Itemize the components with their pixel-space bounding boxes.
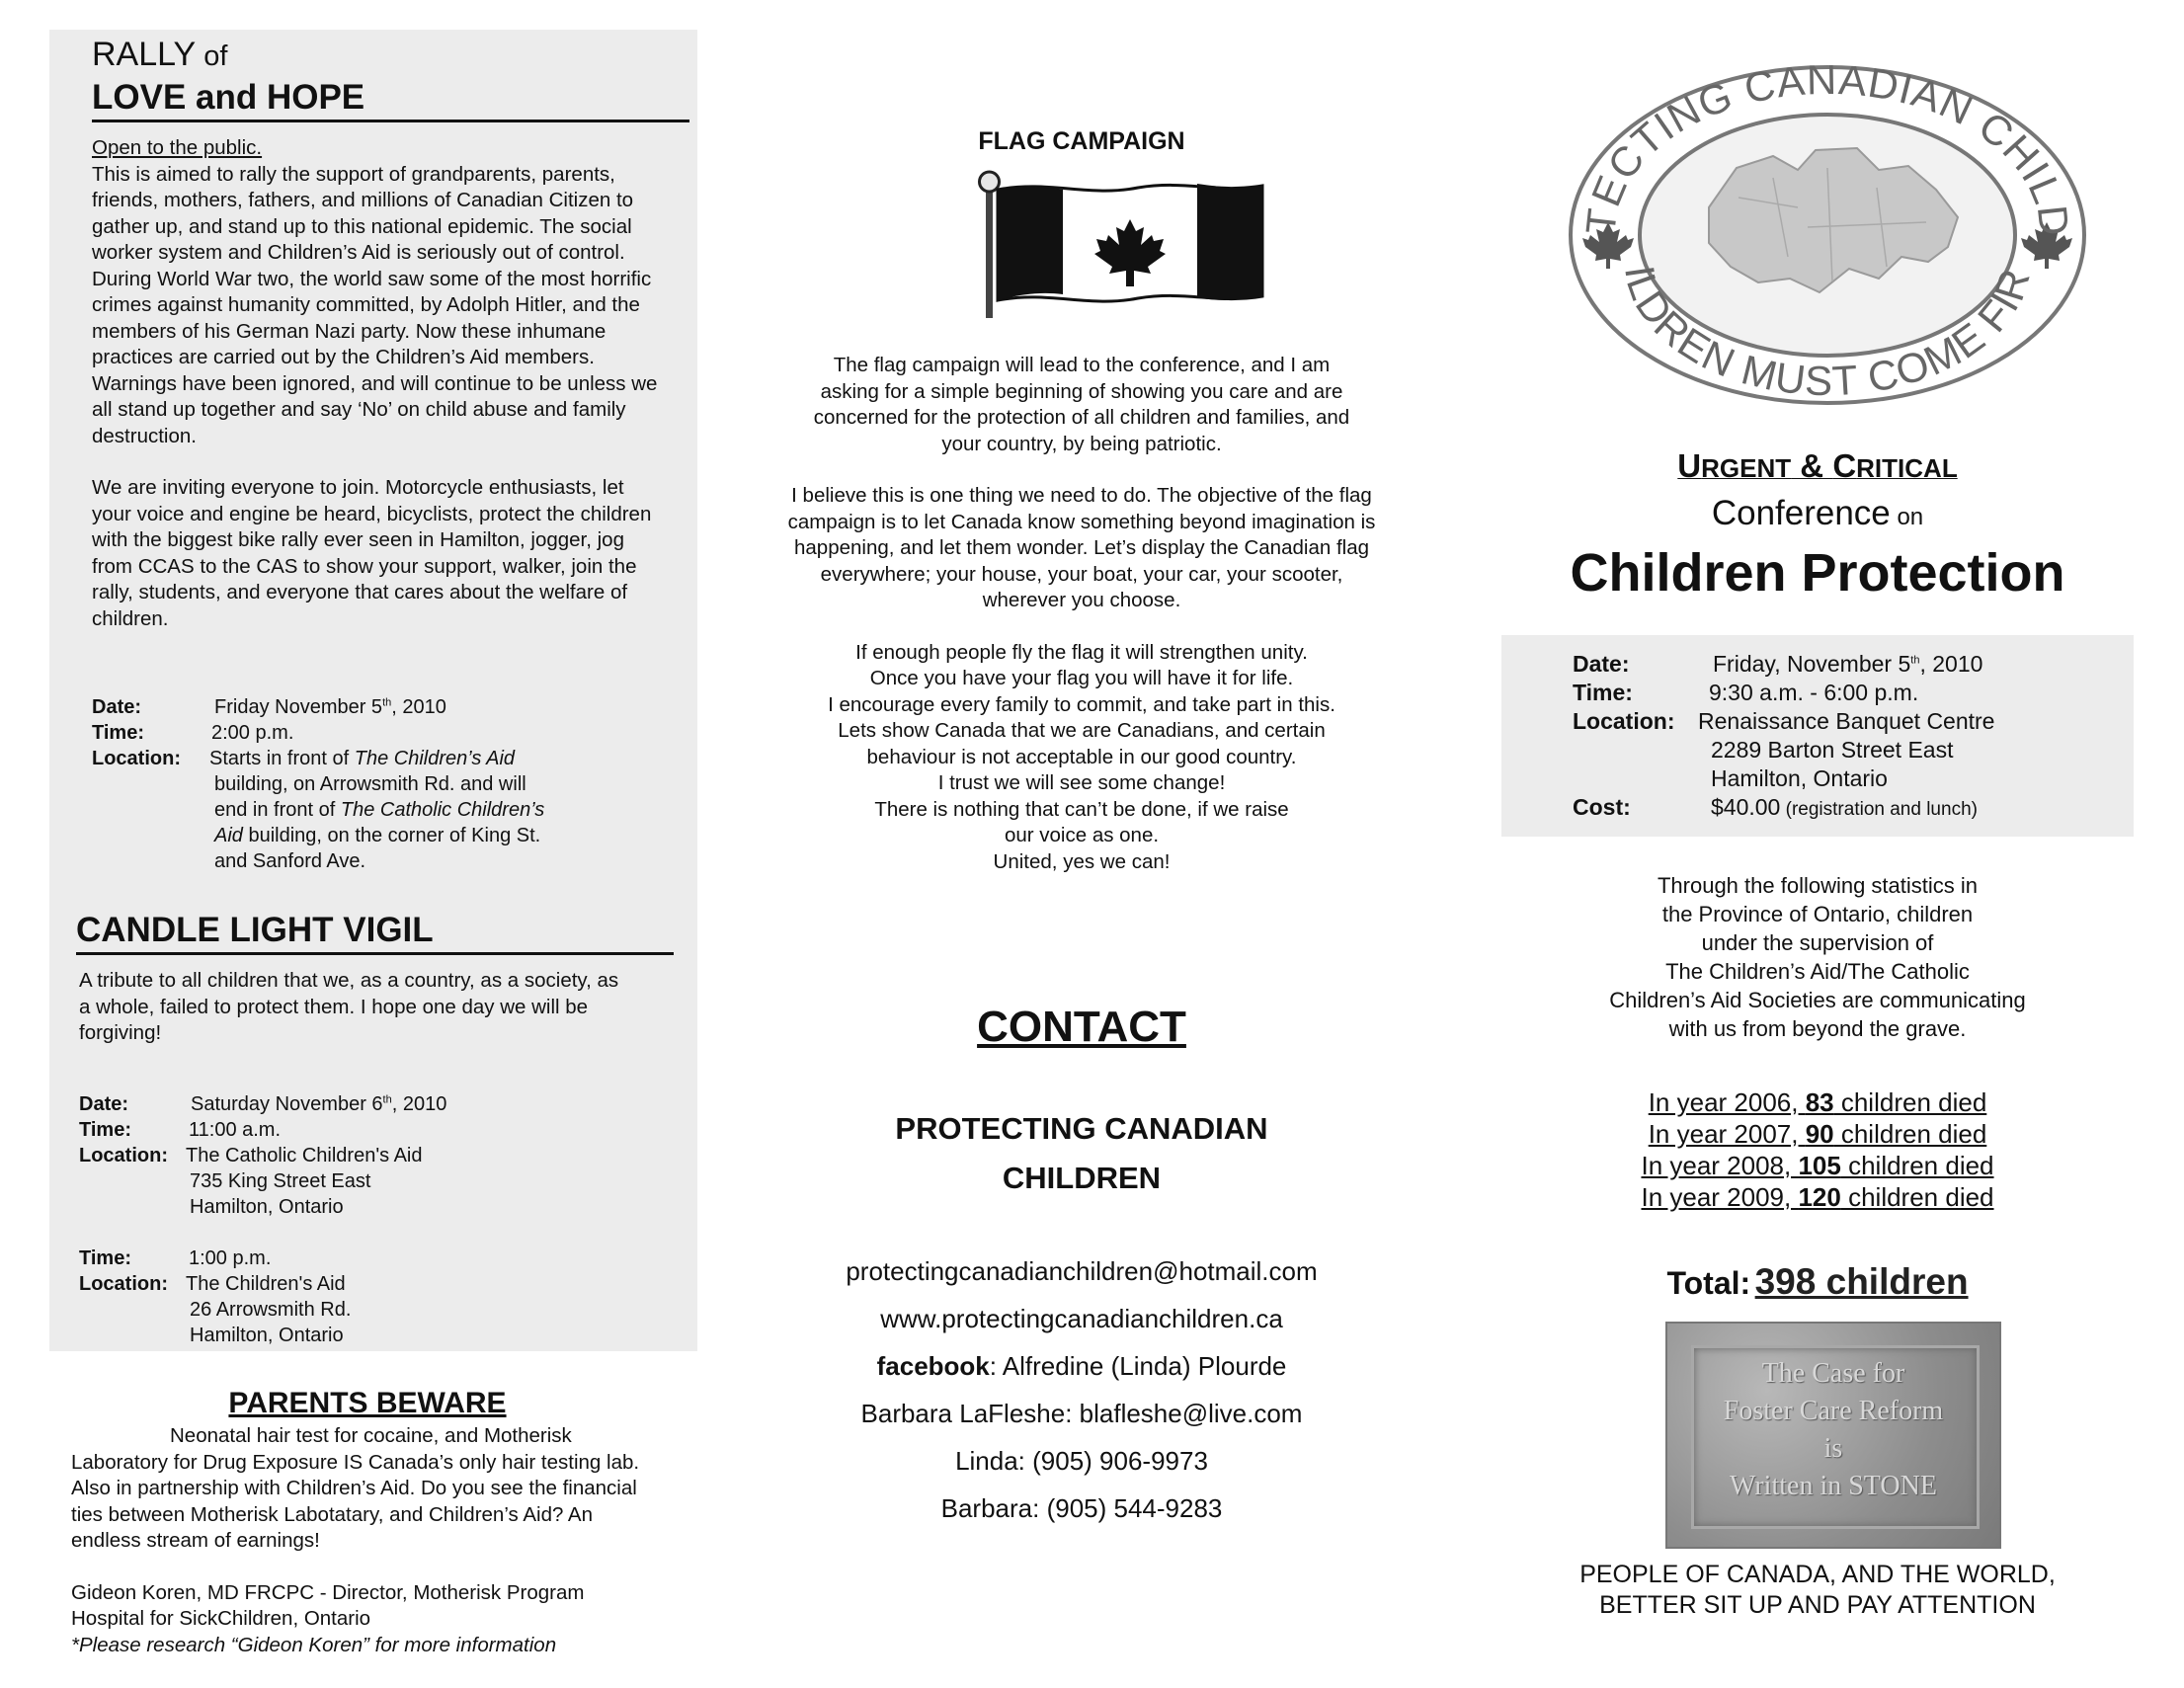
contact-facebook[interactable]: facebook: Alfredine (Linda) Plourde — [876, 1351, 1287, 1381]
rally-title-line2: LOVE and HOPE — [92, 76, 689, 122]
flag-paragraph-2: I believe this is one thing we need to do. The objective of the flag campaign is to let Canada know something beyond imagination is happening, and let them wonder. Let’s display the Canadian flag everywhere; your house, your boat, your car, your scooter, wherever you choose. — [787, 484, 1376, 611]
vigil-title: CANDLE LIGHT VIGIL — [76, 909, 674, 955]
parents-title: PARENTS BEWARE — [228, 1387, 507, 1419]
parents-signature-2: Hospital for SickChildren, Ontario — [71, 1607, 371, 1630]
parents-signature-1: Gideon Koren, MD FRCPC - Director, Motherisk Program — [71, 1580, 585, 1604]
contact-barbara-phone: Barbara: (905) 544-9283 — [940, 1493, 1223, 1523]
vigil-time-value: 11:00 a.m. — [189, 1119, 282, 1141]
logo-bottom-text: ILDREN MUST COME FIR — [1616, 262, 2040, 405]
rally-open-public: Open to the public. — [92, 136, 263, 159]
stone-plaque-text: The Case for Foster Care Reform is Written in STONE — [1723, 1358, 1944, 1501]
conference-time-value: 9:30 a.m. - 6:00 p.m. — [1709, 680, 1919, 705]
closing-line-2: BETTER SIT UP AND PAY ATTENTION — [1599, 1591, 2036, 1619]
logo-top-text: TECTING CANADIAN CHILD — [1577, 59, 2078, 239]
closing-message — [1501, 1560, 2134, 1621]
organization-logo — [1561, 59, 2094, 415]
rally-paragraph-2: We are inviting everyone to join. Motorcycle enthusiasts, let your voice and engine be heard, bicyclists, protect the children with the biggest bike rally ever seen in Hamilton, jogger, jog from CCAS to the CAS to show your support, walker, join the rally, students, and everyone that cares about the welfare of children. — [92, 476, 652, 630]
rally-title-main: RALLY — [92, 36, 197, 73]
rally-date-label: Date: — [92, 696, 142, 718]
contact-org-line-2: CHILDREN — [1002, 1161, 1162, 1195]
stats-total — [1501, 1259, 2134, 1313]
conference-location-value: Renaissance Banquet Centre 2289 Barton Street East Hamilton, Ontario — [1698, 708, 1995, 791]
contact-title: CONTACT — [977, 1003, 1186, 1051]
stats-year-row: In year 2009, 120 children died — [1641, 1182, 1994, 1212]
conference-cost-value: $40.00 (registration and lunch) — [1711, 794, 1978, 820]
vigil-location2-label: Location: — [79, 1273, 168, 1295]
rally-location-label: Location: — [92, 748, 181, 769]
contact-org — [785, 1104, 1378, 1203]
conference-date-label: Date: — [1573, 651, 1630, 677]
rally-time-label: Time: — [92, 722, 144, 744]
conference-date-value: Friday, November 5th, 2010 — [1713, 651, 1983, 677]
vigil-paragraph: A tribute to all children that we, as a country, as a society, as a whole, failed to protect them. I hope one day we will be forgiving! — [79, 969, 619, 1044]
conference-time-label: Time: — [1573, 680, 1633, 705]
stats-total-value: 398 children — [1754, 1261, 1969, 1302]
flag-campaign-title: FLAG CAMPAIGN — [978, 127, 1185, 155]
conference-heading — [1501, 446, 2134, 604]
stats-intro: Through the following statistics in the Province of Ontario, children under the supervision of The Children’s Aid/The Catholic Children’s Aid Societies are communicating with us from beyond the grave. — [1609, 873, 2026, 1041]
rally-title-of: of — [196, 40, 228, 72]
vigil-location2-value: The Children's Aid 26 Arrowsmith Rd. Hamilton, Ontario — [186, 1273, 352, 1346]
parents-body — [71, 1423, 664, 1658]
vigil-time2-label: Time: — [79, 1247, 131, 1269]
conference-location-label: Location: — [1573, 708, 1675, 734]
rally-paragraph-1: This is aimed to rally the support of grandparents, parents, friends, mothers, fathers, and millions of Canadian Citizen to gather up, and stand up to this national epidemic. The social worker system and Children’s Aid is seriously out of control. During World War two, the world saw some of the most horrific crimes against humanity committed, by Adolph Hitler, and the members of his German Nazi party. Now these inhumane practices are carried out by the Children’s Aid members. Warnings have been ignored, and will continue to be unless we all stand up together and say ‘No’ on child abuse and family destruction. — [92, 162, 658, 447]
canadian-flag-icon — [970, 170, 1266, 318]
rally-location-value: Starts in front of The Children’s Aid building, on Arrowsmith Rd. and will end in front of The Catholic Children’s Aid building, on the corner of King St. and Sanford Ave. — [209, 748, 545, 872]
conference-urgent-critical: URGENT & CRITICAL — [1677, 447, 1958, 484]
stats-year-row: In year 2008, 105 children died — [1641, 1151, 1994, 1180]
vigil-location-value: The Catholic Children's Aid 735 King Street East Hamilton, Ontario — [186, 1145, 423, 1218]
vigil-body — [79, 968, 632, 1047]
flag-paragraph-3: If enough people fly the flag it will strengthen unity. Once you have your flag you will have it for life. I encourage every family to commit, and take part in this. Lets show Canada that we are Canadians, and certain behaviour is not acceptable in our good country. I trust we will see some change! There is nothing that can’t be done, if we raise our voice as one. United, yes we can! — [828, 640, 1335, 873]
closing-line-1: PEOPLE OF CANADA, AND THE WORLD, — [1579, 1561, 2056, 1588]
rally-body — [92, 135, 665, 632]
parents-paragraph: Neonatal hair test for cocaine, and Motherisk Laboratory for Drug Exposure IS Canada’s only hair testing lab. Also in partnership with Children’s Aid. Do you see the financial ties between Motherisk Labotatary, and Children’s Aid? An endless stream of earnings! — [71, 1424, 640, 1552]
rally-date-value: Friday November 5th, 2010 — [214, 696, 446, 718]
stats-total-label: Total: — [1666, 1265, 1751, 1301]
contact-barbara-email[interactable]: Barbara LaFleshe: blafleshe@live.com — [860, 1399, 1303, 1428]
conference-line-2: Conference on — [1711, 494, 1924, 532]
conference-cost-label: Cost: — [1573, 794, 1631, 820]
contact-details — [785, 1247, 1378, 1532]
vigil-details — [79, 1091, 632, 1348]
vigil-time-label: Time: — [79, 1119, 131, 1141]
contact-email-link[interactable]: protectingcanadianchildren@hotmail.com — [846, 1256, 1318, 1286]
stats-year-row: In year 2006, 83 children died — [1648, 1087, 1987, 1117]
parents-note: *Please research “Gideon Koren” for more information — [71, 1633, 557, 1656]
contact-linda-phone: Linda: (905) 906-9973 — [955, 1446, 1208, 1476]
conference-details — [1573, 650, 2126, 824]
rally-details — [92, 694, 645, 874]
vigil-time2-value: 1:00 p.m. — [189, 1247, 272, 1269]
rally-time-value: 2:00 p.m. — [211, 722, 294, 744]
stone-plaque-image — [1665, 1322, 2001, 1549]
rally-title — [92, 35, 689, 122]
stats-years — [1501, 1086, 2134, 1213]
contact-website-link[interactable]: www.protectingcanadianchildren.ca — [880, 1304, 1283, 1333]
stats-year-row: In year 2007, 90 children died — [1648, 1119, 1987, 1149]
contact-org-line-1: PROTECTING CANADIAN — [895, 1111, 1268, 1146]
flag-paragraph-1: The flag campaign will lead to the conference, and I am asking for a simple beginning of showing you care and are concerned for the protection of all children and families, and your country, by being patriotic. — [813, 354, 1350, 455]
vigil-location-label: Location: — [79, 1145, 168, 1166]
vigil-date-label: Date: — [79, 1093, 129, 1115]
flag-body — [785, 353, 1378, 875]
vigil-date-value: Saturday November 6th, 2010 — [191, 1093, 447, 1115]
conference-title: Children Protection — [1570, 543, 2065, 603]
